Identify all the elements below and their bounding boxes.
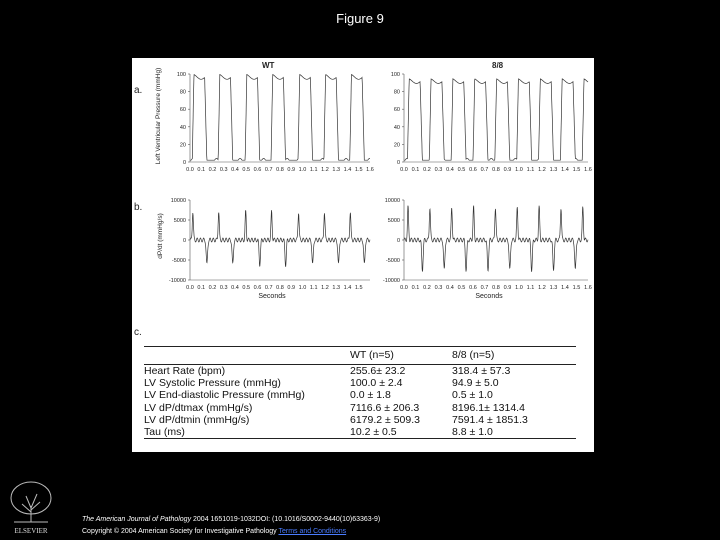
stats-cell: 255.6± 23.2 xyxy=(350,365,406,377)
stats-cell: 10.2 ± 0.5 xyxy=(350,426,452,439)
x-tick-label: 0.9 xyxy=(503,167,512,173)
x-tick-label: 1.2 xyxy=(321,167,329,173)
x-tick-label: 1.1 xyxy=(526,285,535,291)
x-tick-label: 1.4 xyxy=(561,285,569,291)
svg-text:ELSEVIER: ELSEVIER xyxy=(14,527,48,535)
stats-cell: 0.5 ± 1.0 xyxy=(452,389,493,402)
stats-header-row xyxy=(144,347,576,365)
x-tick-label: 0.7 xyxy=(480,167,489,173)
copyright-text: Copyright © 2004 American Society for Investigative Pathology xyxy=(82,528,279,535)
y-tick-label: 80 xyxy=(393,89,400,96)
stats-row xyxy=(144,402,576,414)
x-tick-label: 0.1 xyxy=(197,285,206,291)
y-tick-label: 100 xyxy=(176,72,186,78)
x-tick-label: 1.3 xyxy=(549,285,558,291)
y-tick-label: -10000 xyxy=(382,278,400,284)
stats-cell: LV End-diastolic Pressure (mmHg) xyxy=(144,389,305,402)
citation-text: 2004 1651019-1032DOI: (10.1016/S0002-9440(10)63363-9) xyxy=(191,516,381,523)
x-tick-label: 0.7 xyxy=(480,285,489,291)
x-tick-label: 0.1 xyxy=(411,167,420,173)
x-tick-label: 1.1 xyxy=(526,167,535,173)
x-tick-label: 0.9 xyxy=(287,167,296,173)
x-tick-label: 1.4 xyxy=(343,285,352,291)
x-tick-label: 0.7 xyxy=(264,285,273,291)
x-tick-label: 1.6 xyxy=(584,285,592,291)
panel-a-label: a. xyxy=(134,85,143,96)
x-tick-label: 0.2 xyxy=(208,167,217,173)
x-tick-label: 0.4 xyxy=(446,285,454,291)
x-tick-label: 0.4 xyxy=(231,285,239,291)
x-tick-label: 1.0 xyxy=(298,285,307,291)
ylabel-a: Left Ventricular Pressure (mmHg) xyxy=(155,67,162,165)
x-tick-label: 0.6 xyxy=(469,285,477,291)
x-tick-label: 0.0 xyxy=(400,285,408,291)
x-tick-label: 0.3 xyxy=(434,167,443,173)
x-tick-label: 0.1 xyxy=(411,285,420,291)
x-tick-label: 0.3 xyxy=(219,167,228,173)
x-tick-label: 0.6 xyxy=(253,285,262,291)
x-tick-label: 0.8 xyxy=(276,285,284,291)
mut-title: 8/8 xyxy=(492,61,504,70)
xlabel-left: Seconds xyxy=(258,293,286,300)
x-tick-label: 0.3 xyxy=(219,285,228,291)
x-tick-label: 1.1 xyxy=(309,167,318,173)
x-tick-label: 0.8 xyxy=(276,167,284,173)
trace-line xyxy=(190,210,370,267)
ylabel-b: dP/dt (mmHg/s) xyxy=(157,213,164,259)
x-tick-label: 0.5 xyxy=(242,285,251,291)
stats-row xyxy=(144,426,576,439)
trace-line xyxy=(404,206,588,272)
stats-cell: 8196.1± 1314.4 xyxy=(452,401,525,414)
y-tick-label: 0 xyxy=(182,238,186,244)
stats-row xyxy=(144,389,576,401)
journal-name: The American Journal of Pathology xyxy=(82,516,192,523)
x-tick-label: 0.0 xyxy=(400,167,408,173)
y-tick-label: -5000 xyxy=(171,258,186,264)
stats-cell: 0.0 ± 1.8 xyxy=(350,389,391,402)
stats-cell: 7591.4 ± 1851.3 xyxy=(452,413,528,426)
x-tick-label: 0.9 xyxy=(287,285,296,291)
x-tick-label: 1.1 xyxy=(309,285,318,291)
y-tick-label: 80 xyxy=(179,89,186,96)
stats-cell: LV Systolic Pressure (mmHg) xyxy=(144,377,281,390)
x-tick-label: 1.2 xyxy=(321,285,329,291)
x-tick-label: 1.3 xyxy=(332,167,341,173)
panel-c-label: c. xyxy=(134,327,142,338)
x-tick-label: 0.2 xyxy=(423,285,431,291)
y-tick-label: 5000 xyxy=(173,218,186,224)
x-tick-label: 0.8 xyxy=(492,285,500,291)
terms-link[interactable]: Terms and Conditions xyxy=(278,528,347,535)
x-tick-label: 1.5 xyxy=(354,167,363,173)
x-tick-label: 0.5 xyxy=(457,285,466,291)
stats-row xyxy=(144,414,576,426)
x-tick-label: 1.0 xyxy=(298,167,307,173)
x-tick-label: 0.5 xyxy=(457,167,466,173)
x-tick-label: 1.5 xyxy=(572,285,581,291)
trace-line xyxy=(190,75,370,161)
x-tick-label: 1.6 xyxy=(584,167,592,173)
stats-col-1: WT (n=5) xyxy=(350,347,452,365)
stats-col-2: 8/8 (n=5) xyxy=(452,347,576,365)
stats-cell: 94.9 ± 5.0 xyxy=(452,377,499,390)
x-tick-label: 1.2 xyxy=(538,285,546,291)
plots-group xyxy=(169,72,592,291)
footer-copyright xyxy=(82,528,346,535)
x-tick-label: 0.2 xyxy=(208,285,217,291)
x-tick-label: 1.4 xyxy=(343,167,352,173)
y-tick-label: -5000 xyxy=(385,258,400,264)
x-tick-label: 1.4 xyxy=(561,167,569,173)
y-tick-label: 5000 xyxy=(387,218,400,224)
trace-line xyxy=(404,79,588,160)
x-tick-label: 1.3 xyxy=(549,167,558,173)
x-tick-label: 1.3 xyxy=(332,285,341,291)
y-tick-label: 60 xyxy=(393,107,400,114)
footer-citation xyxy=(82,516,380,523)
figure-panel xyxy=(132,58,594,452)
y-tick-label: 10000 xyxy=(170,198,186,204)
x-tick-label: 1.6 xyxy=(366,167,374,173)
wt-title: WT xyxy=(262,61,275,70)
y-tick-label: 0 xyxy=(182,160,186,166)
x-tick-label: 0.5 xyxy=(242,167,251,173)
stats-cell: Tau (ms) xyxy=(144,426,350,439)
y-tick-label: 0 xyxy=(396,238,400,244)
x-tick-label: 0.3 xyxy=(434,285,443,291)
x-tick-label: 0.1 xyxy=(197,167,206,173)
x-tick-label: 1.2 xyxy=(538,167,546,173)
x-tick-label: 0.0 xyxy=(186,285,194,291)
x-tick-label: 0.9 xyxy=(503,285,512,291)
stats-cell: Heart Rate (bpm) xyxy=(144,365,226,377)
stats-col-0 xyxy=(144,347,350,365)
y-tick-label: -10000 xyxy=(168,278,186,284)
stats-cell: LV dP/dtmax (mmHg/s) xyxy=(144,401,253,414)
xlabel-right: Seconds xyxy=(475,293,503,300)
stats-cell: 8.8 ± 1.0 xyxy=(452,426,576,439)
y-tick-label: 10000 xyxy=(384,198,400,204)
panel-b-label: b. xyxy=(134,202,143,213)
stats-row xyxy=(144,377,576,389)
x-tick-label: 0.6 xyxy=(469,167,477,173)
x-tick-label: 0.2 xyxy=(423,167,431,173)
x-tick-label: 0.8 xyxy=(492,167,500,173)
stats-cell: 318.4 ± 57.3 xyxy=(452,365,511,377)
y-tick-label: 40 xyxy=(393,124,400,131)
y-tick-label: 60 xyxy=(179,107,186,114)
stats-cell: 6179.2 ± 509.3 xyxy=(350,413,420,426)
y-tick-label: 20 xyxy=(179,142,186,149)
x-tick-label: 1.5 xyxy=(572,167,581,173)
x-tick-label: 0.4 xyxy=(231,167,239,173)
elsevier-logo xyxy=(4,478,58,536)
stats-row xyxy=(144,365,576,378)
x-tick-label: 0.7 xyxy=(264,167,273,173)
stats-table xyxy=(144,346,576,439)
x-tick-label: 0.0 xyxy=(186,167,194,173)
y-tick-label: 100 xyxy=(390,72,400,78)
x-tick-label: 0.6 xyxy=(253,167,262,173)
stats-cell: 100.0 ± 2.4 xyxy=(350,377,403,390)
x-tick-label: 0.4 xyxy=(446,167,454,173)
y-tick-label: 20 xyxy=(393,142,400,149)
slide-title: Figure 9 xyxy=(336,11,384,26)
y-tick-label: 40 xyxy=(179,124,186,131)
stats-cell: 7116.6 ± 206.3 xyxy=(350,401,420,414)
x-tick-label: 1.0 xyxy=(515,167,523,173)
x-tick-label: 1.0 xyxy=(515,285,523,291)
stats-cell: LV dP/dtmin (mmHg/s) xyxy=(144,413,250,426)
y-tick-label: 0 xyxy=(396,160,400,166)
x-tick-label: 1.5 xyxy=(354,285,363,291)
